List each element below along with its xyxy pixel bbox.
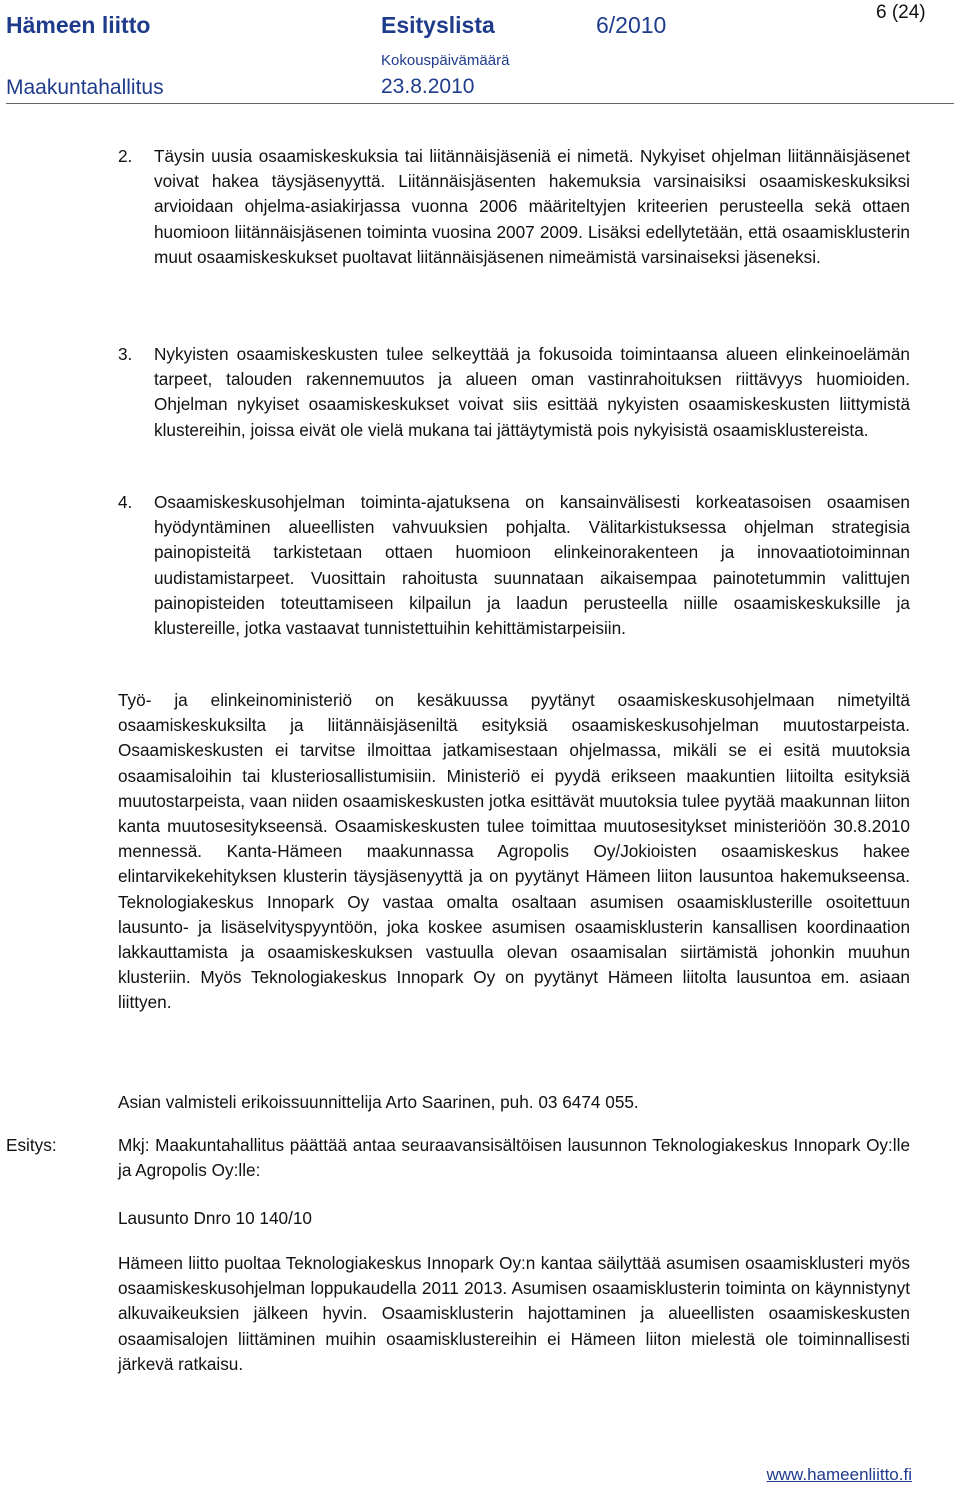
preparer-paragraph: Asian valmisteli erikoissuunnittelija Arto Saarinen, puh. 03 6474 055.: [118, 1092, 639, 1112]
body-paragraph: Työ- ja elinkeinoministeriö on kesäkuussa pyytänyt osaamiskeskusohjelmaan nimetyiltä osaamiskeskuksilta ja liitännäisjäseniltä esityksiä osaamiskeskusohjelman muutostarpeista. Osaamiskeskusten ei tarvitse ilmoittaa jatkamisestaan ohjelmassa, mikäli se ei esitä muutoksia osaamisaloihin tai klusteriosallistumisiin. Ministeriö ei pyydä erikseen maakuntien liitoilta esityksiä muutostarpeista, vaan niiden osaamiskeskusten jotka esittävät muutoksia tulee pyytää maakunnan liiton kanta muutosesitykseensä. Osaamiskeskusten tulee toimittaa muutosesitykset ministeriöön 30.8.2010 mennessä. Kanta-Hämeen maakunnassa Agropolis Oy/Jokioisten osaamiskeskus hakee elintarvikekehityksen klusterin täysjäsenyyttä ja on pyytänyt Hämeen liiton lausuntoa hakemukseensa. Teknologiakeskus Innopark Oy vastaa omalta osaltaan asumisen osaamisklusterille osoitettuun lausunto- ja lisäselvityspyyntöön, joka koskee asumisen osaamisklusterin kansallisen koordinaation lakkauttamista ja osaamiskeskuksen vastuulla olevan osaamisalan siirtämistä johonkin muuhun klusteriin. Myös Teknologiakeskus Innopark Oy on pyytänyt Hämeen liitolta lausuntoa em. asiaan liittyen.: [118, 690, 910, 1013]
list-item-text: Nykyisten osaamiskeskusten tulee selkeyttää ja fokusoida toimintaansa alueen elinkeinoelämän tarpeet, talouden rakennemuutos ja alueen oman vastinrahoituksen riittävyys huomioiden. Ohjelman nykyiset osaamiskeskukset voivat siis esittää nykyisten osaamiskeskusten liittymistä klustereihin, joissa eivät ole vielä mukana tai jättäytymistä pois nykyisistä osaamisklustereista.: [154, 344, 910, 440]
list-item-number: 3.: [118, 344, 133, 364]
page-number: 6 (24): [876, 2, 926, 23]
list-item: [118, 144, 910, 270]
meeting-body: Maakuntahallitus: [6, 76, 164, 99]
list-item: [118, 490, 910, 641]
statement-paragraph: Hämeen liitto puoltaa Teknologiakeskus Innopark Oy:n kantaa säilyttää asumisen osaamisklusteri myös osaamiskeskusohjelman loppukaudella 2011 2013. Asumisen osaamisklusterin toiminta on käynnistynyt alkuvaikeuksien jälkeen hyvin. Osaamisklusterin hajottaminen ja alueellisten osaamiskeskusten osaamisalojen liittäminen muihin osaamisklustereihin ei Hämeen liiton mielestä ole toiminnallisesti järkevä ratkaisu.: [118, 1253, 910, 1374]
organization-name: Hämeen liitto: [6, 12, 151, 38]
header-divider: [6, 103, 954, 104]
list-item-number: 4.: [118, 492, 133, 512]
proposal-label: Esitys:: [6, 1135, 57, 1155]
date-label: Kokouspäivämäärä: [381, 52, 510, 69]
footer-website-link[interactable]: www.hameenliitto.fi: [766, 1465, 912, 1484]
proposal-paragraph: Mkj: Maakuntahallitus päättää antaa seuraavansisältöisen lausunnon Teknologiakeskus Innopark Oy:lle ja Agropolis Oy:lle:: [118, 1135, 910, 1181]
meeting-date: 23.8.2010: [381, 75, 475, 98]
statement-reference: Lausunto Dnro 10 140/10: [118, 1208, 312, 1228]
list-item-text: Täysin uusia osaamiskeskuksia tai liitännäisjäseniä ei nimetä. Nykyiset ohjelman liitännäisjäsenet voivat hakea täysjäsenyyttä. Liitännäisjäsenten hakemuksia varsinaisiksi osaamiskeskuksiksi arvioidaan ohjelma-asiakirjassa vuonna 2006 määriteltyjen kriteerien perusteella sekä ottaen huomioon liitännäisjäsenen toiminta vuosina 2007 2009. Lisäksi edellytetään, että osaamisklusterin muut osaamiskeskukset puoltavat liitännäisjäsenen nimeämistä varsinaiseksi jäseneksi.: [154, 146, 910, 267]
list-item-number: 2.: [118, 146, 133, 166]
document-number: 6/2010: [596, 12, 667, 38]
document-type: Esityslista: [381, 12, 495, 38]
list-item: [118, 342, 910, 443]
list-item-text: Osaamiskeskusohjelman toiminta-ajatuksena on kansainvälisesti korkeatasoisen osaamisen hyödyntäminen alueellisten vahvuuksien pohjalta. Välitarkistuksessa ohjelman strategisia painopisteitä tarkistetaan ottaen huomioon elinkeinorakenteen ja innovaatiotoiminnan uudistamistarpeet. Vuosittain rahoitusta suunnataan aikaisempaa painotetummin valittujen painopisteiden toteuttamiseen kilpailun ja laadun perusteella niille osaamiskeskuksille ja klustereille, jotka vastaavat tunnistettuihin kehittämistarpeisiin.: [154, 492, 910, 639]
